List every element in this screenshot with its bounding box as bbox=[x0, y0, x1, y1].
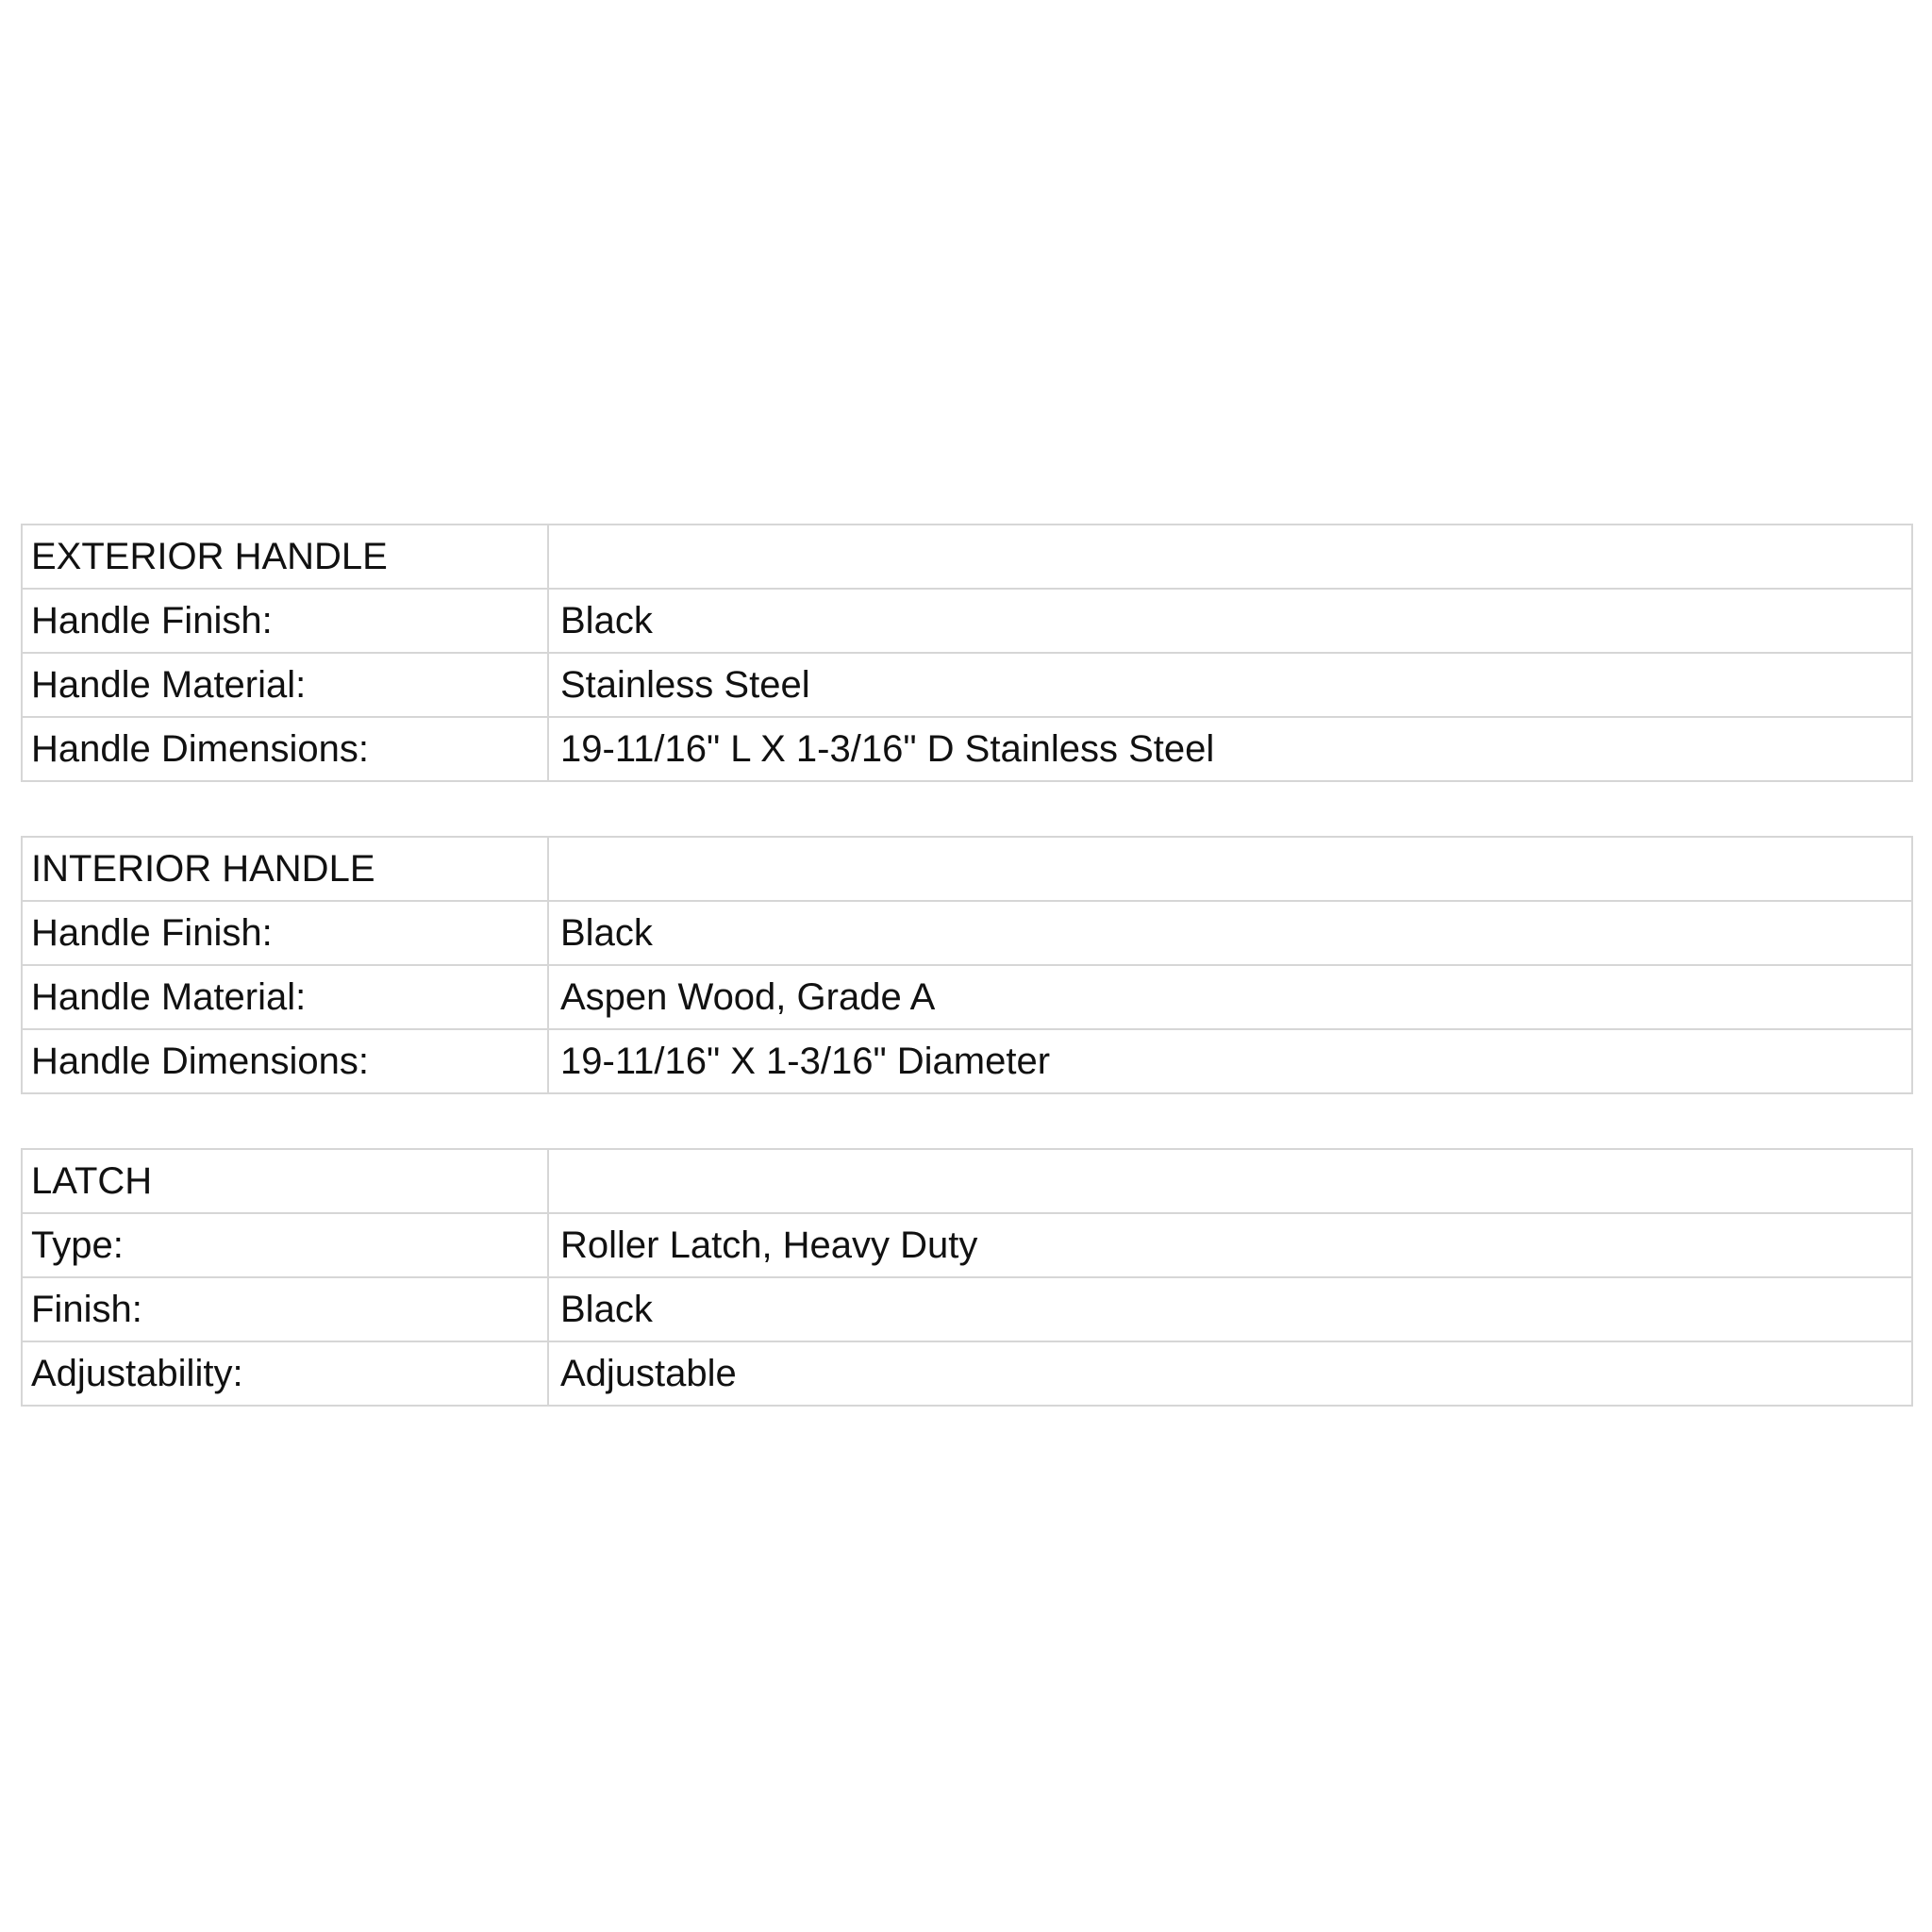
exterior-handle-table bbox=[21, 524, 1913, 782]
spec-label: Finish: bbox=[22, 1277, 548, 1341]
spec-value: Stainless Steel bbox=[548, 653, 1912, 717]
spec-label: Handle Finish: bbox=[22, 901, 548, 965]
spec-value: Adjustable bbox=[548, 1341, 1912, 1406]
table-header-row bbox=[22, 525, 1912, 589]
table-header-row bbox=[22, 1149, 1912, 1213]
spec-value: 19-11/16" X 1-3/16" Diameter bbox=[548, 1029, 1912, 1093]
table-row bbox=[22, 717, 1912, 781]
spec-label: Handle Dimensions: bbox=[22, 717, 548, 781]
table-row bbox=[22, 1213, 1912, 1277]
spec-value: 19-11/16" L X 1-3/16" D Stainless Steel bbox=[548, 717, 1912, 781]
spec-value: Roller Latch, Heavy Duty bbox=[548, 1213, 1912, 1277]
spec-label: Handle Dimensions: bbox=[22, 1029, 548, 1093]
spec-label: Handle Material: bbox=[22, 653, 548, 717]
empty-cell bbox=[548, 837, 1912, 901]
table-row bbox=[22, 1277, 1912, 1341]
table-row bbox=[22, 965, 1912, 1029]
interior-handle-table bbox=[21, 836, 1913, 1094]
table-row bbox=[22, 901, 1912, 965]
section-title: EXTERIOR HANDLE bbox=[22, 525, 548, 589]
spec-value: Black bbox=[548, 901, 1912, 965]
table-row bbox=[22, 589, 1912, 653]
empty-cell bbox=[548, 525, 1912, 589]
table-header-row bbox=[22, 837, 1912, 901]
table-row bbox=[22, 1029, 1912, 1093]
table-row bbox=[22, 653, 1912, 717]
spec-value: Black bbox=[548, 1277, 1912, 1341]
spec-label: Adjustability: bbox=[22, 1341, 548, 1406]
spec-label: Type: bbox=[22, 1213, 548, 1277]
spec-label: Handle Finish: bbox=[22, 589, 548, 653]
section-title: LATCH bbox=[22, 1149, 548, 1213]
spec-sheet bbox=[21, 524, 1911, 1460]
latch-table bbox=[21, 1148, 1913, 1407]
table-row bbox=[22, 1341, 1912, 1406]
spec-value: Black bbox=[548, 589, 1912, 653]
spec-label: Handle Material: bbox=[22, 965, 548, 1029]
spec-value: Aspen Wood, Grade A bbox=[548, 965, 1912, 1029]
empty-cell bbox=[548, 1149, 1912, 1213]
section-title: INTERIOR HANDLE bbox=[22, 837, 548, 901]
